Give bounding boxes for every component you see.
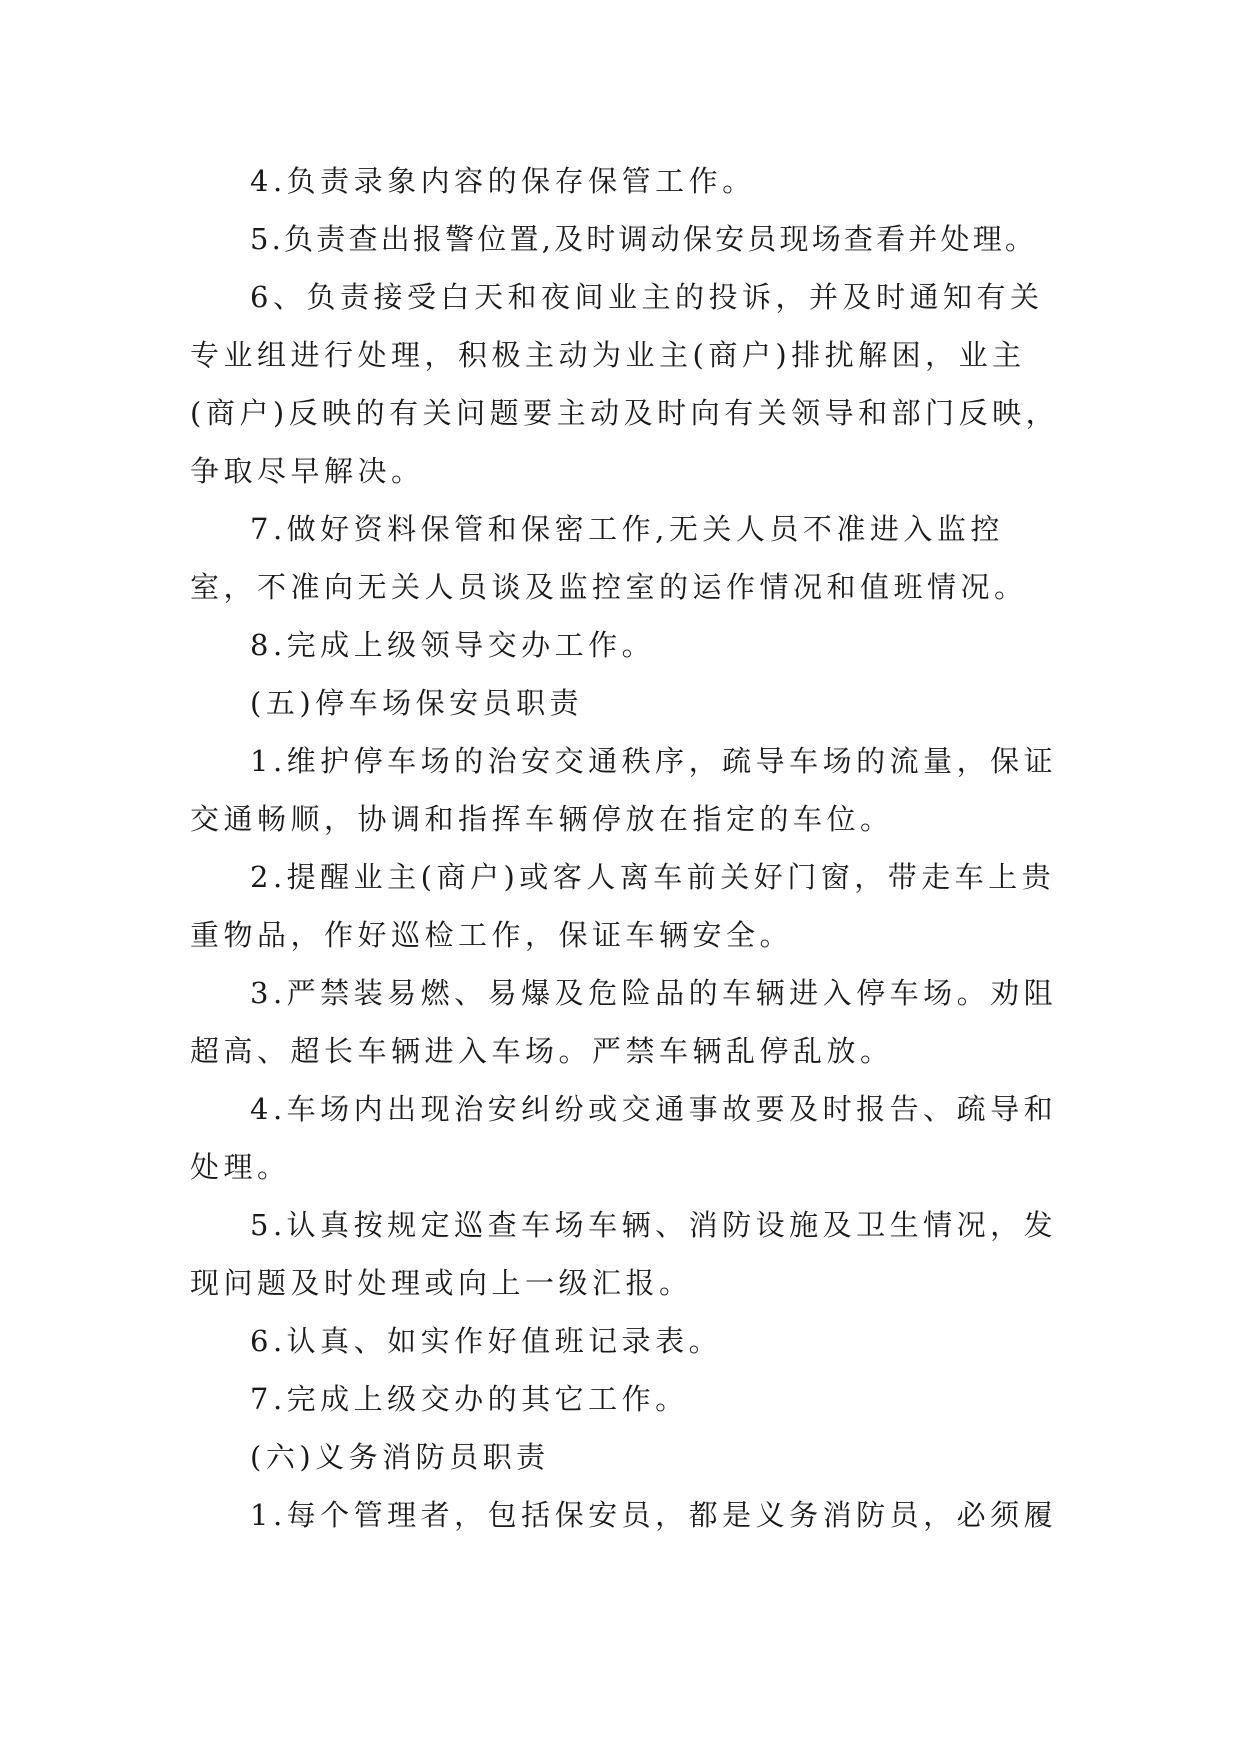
paragraph-parking-1: 1.维护停车场的治安交通秩序，疏导车场的流量，保证交通畅顺，协调和指挥车辆停放在指定的车位。 — [190, 744, 1058, 836]
paragraph-parking-2: 2.提醒业主(商户)或客人离车前关好门窗，带走车上贵重物品，作好巡检工作，保证车辆安全。 — [190, 860, 1056, 952]
paragraph-duty-7: 7.做好资料保管和保密工作,无关人员不准进入监控室，不准向无关人员谈及监控室的运作情况和值班情况。 — [190, 512, 1028, 604]
section-heading-parking: (五)停车场保安员职责 — [250, 686, 584, 720]
paragraph-parking-4: 4.车场内出现治安纠纷或交通事故要及时报告、疏导和处理。 — [190, 1092, 1058, 1184]
paragraph-duty-5: 5.负责查出报警位置,及时调动保安员现场查看并处理。 — [250, 222, 1038, 256]
paragraph-parking-7: 7.完成上级交办的其它工作。 — [250, 1382, 689, 1416]
paragraph-parking-5: 5.认真按规定巡查车场车辆、消防设施及卫生情况，发现问题及时处理或向上一级汇报。 — [190, 1208, 1058, 1300]
paragraph-duty-4: 4.负责录象内容的保存保管工作。 — [250, 164, 756, 198]
paragraph-duty-8: 8.完成上级领导交办工作。 — [250, 628, 656, 662]
paragraph-parking-6: 6.认真、如实作好值班记录表。 — [250, 1324, 723, 1358]
paragraph-fire-1: 1.每个管理者，包括保安员，都是义务消防员，必须履 — [250, 1498, 1058, 1532]
document-body — [190, 152, 1060, 1544]
section-heading-fire: (六)义务消防员职责 — [250, 1440, 550, 1474]
paragraph-duty-6: 6、负责接受白天和夜间业主的投诉，并及时通知有关专业组进行处理，积极主动为业主(商户)排扰解困，业主(商户)反映的有关问题要主动及时向有关领导和部门反映，争取尽早解决。 — [190, 280, 1060, 488]
paragraph-parking-3: 3.严禁装易燃、易爆及危险品的车辆进入停车场。劝阻超高、超长车辆进入车场。严禁车辆乱停乱放。 — [190, 976, 1058, 1068]
